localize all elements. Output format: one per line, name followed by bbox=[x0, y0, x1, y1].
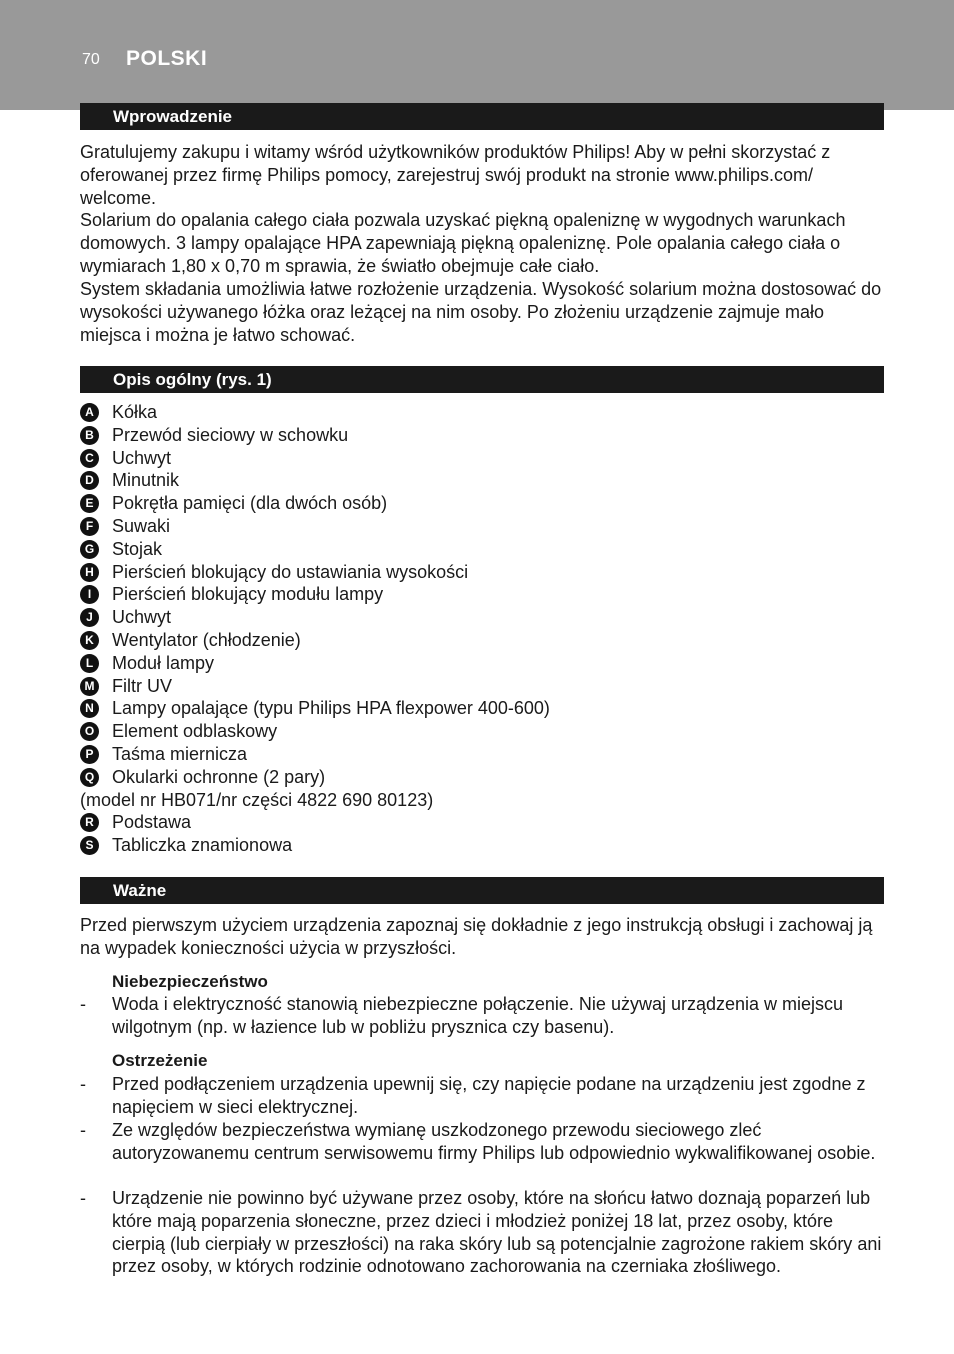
section-heading-general-description bbox=[80, 366, 884, 393]
important-intro-paragraph: Przed pierwszym użyciem urządzenia zapoznaj się dokładnie z jego instrukcją obsługi i zachowaj ją na wypadek konieczności użycia w przyszłości. bbox=[80, 915, 873, 958]
page-number: 70 bbox=[82, 51, 100, 68]
list-item bbox=[80, 697, 880, 720]
part-label: Lampy opalające (typu Philips HPA flexpower 400-600) bbox=[112, 698, 550, 719]
list-item bbox=[80, 766, 880, 789]
part-letter-badge: B bbox=[80, 426, 99, 445]
part-letter-badge: A bbox=[80, 403, 99, 422]
list-item bbox=[80, 469, 880, 492]
intro-paragraph-3: System składania umożliwia łatwe rozłożenie urządzenia. Wysokość solarium można dostosować do wysokości używanego łóżka oraz leżącej na nim osoby. Po złożeniu urządzenie zajmuje mało miejsca i można je łatwo schować. bbox=[80, 279, 882, 345]
list-item bbox=[80, 561, 880, 584]
list-item bbox=[80, 834, 880, 857]
list-item bbox=[80, 811, 880, 834]
language-title: POLSKI bbox=[126, 47, 208, 70]
part-letter-badge: R bbox=[80, 813, 99, 832]
list-item bbox=[80, 743, 880, 766]
bullet-dash: - bbox=[80, 1120, 86, 1140]
list-item bbox=[80, 675, 880, 698]
part-label: Wentylator (chłodzenie) bbox=[112, 629, 301, 650]
part-label: Moduł lampy bbox=[112, 652, 215, 673]
part-label: Suwaki bbox=[112, 515, 171, 536]
bullet-dash: - bbox=[80, 994, 86, 1014]
part-letter-badge: C bbox=[80, 449, 99, 468]
part-label: Pierścień blokujący modułu lampy bbox=[112, 584, 384, 605]
part-label: Filtr UV bbox=[112, 675, 172, 696]
part-note: (model nr HB071/nr części 4822 690 80123) bbox=[80, 789, 434, 810]
bullet-text: Urządzenie nie powinno być używane przez osoby, które na słońcu łatwo doznają poparzeń lub które mają poparzenia słoneczne, przez dzieci i młodzież poniżej 18 lat, przez osoby, które cierpią (lub cierpiały w przeszłości) na raka skóry lub są potencjalnie zagrożone rakiem skóry ani przez osoby, w których rodzinie odnotowano zachorowania na czerniaka złośliwego. bbox=[112, 1188, 882, 1277]
part-label: Kółka bbox=[112, 402, 158, 422]
part-letter-badge: Q bbox=[80, 768, 99, 787]
part-letter-badge: S bbox=[80, 836, 99, 855]
section-title: Opis ogólny (rys. 1) bbox=[113, 370, 272, 389]
list-item bbox=[80, 424, 880, 447]
part-label: Taśma miernicza bbox=[112, 743, 248, 764]
parts-list bbox=[80, 401, 880, 857]
section-heading-introduction bbox=[80, 103, 884, 130]
part-letter-badge: M bbox=[80, 677, 99, 696]
list-item bbox=[80, 538, 880, 561]
part-label: Pokrętła pamięci (dla dwóch osób) bbox=[112, 493, 388, 514]
part-label: Przewód sieciowy w schowku bbox=[112, 424, 349, 445]
part-letter-badge: O bbox=[80, 722, 99, 741]
part-label: Pierścień blokujący do ustawiania wysokości bbox=[112, 561, 469, 582]
section-title: Ważne bbox=[113, 881, 167, 900]
part-letter-badge: F bbox=[80, 517, 99, 536]
part-letter-badge: P bbox=[80, 745, 99, 764]
part-label: Tabliczka znamionowa bbox=[112, 835, 293, 856]
part-letter-badge: I bbox=[80, 585, 99, 604]
list-item bbox=[80, 492, 880, 515]
section-title: Wprowadzenie bbox=[113, 107, 233, 126]
part-letter-badge: G bbox=[80, 540, 99, 559]
part-label: Okularki ochronne (2 pary) bbox=[112, 766, 326, 787]
part-letter-badge: H bbox=[80, 563, 99, 582]
list-item bbox=[80, 401, 880, 424]
header-band bbox=[0, 0, 954, 110]
list-item bbox=[80, 606, 880, 629]
part-letter-badge: K bbox=[80, 631, 99, 650]
part-label: Stojak bbox=[112, 538, 163, 559]
part-label: Podstawa bbox=[112, 812, 192, 833]
bullet-text: Przed podłączeniem urządzenia upewnij się, czy napięcie podane na urządzeniu jest zgodne z napięciem w sieci elektrycznej. bbox=[112, 1074, 866, 1117]
list-item bbox=[80, 515, 880, 538]
section-heading-important bbox=[80, 877, 884, 904]
part-letter-badge: L bbox=[80, 654, 99, 673]
list-item bbox=[80, 583, 880, 606]
part-label: Uchwyt bbox=[112, 447, 172, 468]
part-letter-badge: E bbox=[80, 494, 99, 513]
part-letter-badge: N bbox=[80, 699, 99, 718]
list-item bbox=[80, 652, 880, 675]
list-item bbox=[80, 720, 880, 743]
danger-subheading: Niebezpieczeństwo bbox=[112, 972, 268, 991]
intro-paragraph-1: Gratulujemy zakupu i witamy wśród użytkowników produktów Philips! Aby w pełni skorzystać z oferowanej przez firmę Philips pomocy, zarejestruj swój produkt na stronie www.philips.com/ welcome. bbox=[80, 142, 831, 208]
list-item bbox=[80, 629, 880, 652]
part-label: Minutnik bbox=[112, 470, 180, 491]
intro-paragraph-2: Solarium do opalania całego ciała pozwala uzyskać piękną opaleniznę w wygodnych warunkach domowych. 3 lampy opalające HPA zapewniają piękną opaleniznę. Pole opalania całego ciała o wymiarach 1,80 x 0,70 m sprawia, że światło obejmuje całe ciało. bbox=[80, 210, 846, 276]
bullet-text: Ze względów bezpieczeństwa wymianę uszkodzonego przewodu sieciowego zleć autoryzowanemu centrum serwisowemu firmy Philips lub odpowiednio wykwalifikowanej osobie. bbox=[112, 1120, 876, 1163]
bullet-dash: - bbox=[80, 1074, 86, 1094]
warning-subheading: Ostrzeżenie bbox=[112, 1051, 208, 1070]
part-label: Uchwyt bbox=[112, 607, 172, 628]
part-label: Element odblaskowy bbox=[112, 721, 278, 742]
list-item-note bbox=[80, 789, 880, 812]
bullet-dash: - bbox=[80, 1188, 86, 1208]
part-letter-badge: D bbox=[80, 471, 99, 490]
list-item bbox=[80, 447, 880, 470]
part-letter-badge: J bbox=[80, 608, 99, 627]
bullet-text: Woda i elektryczność stanowią niebezpieczne połączenie. Nie używaj urządzenia w miejscu wilgotnym (np. w łazience lub w pobliżu prysznica czy basenu). bbox=[112, 994, 844, 1037]
